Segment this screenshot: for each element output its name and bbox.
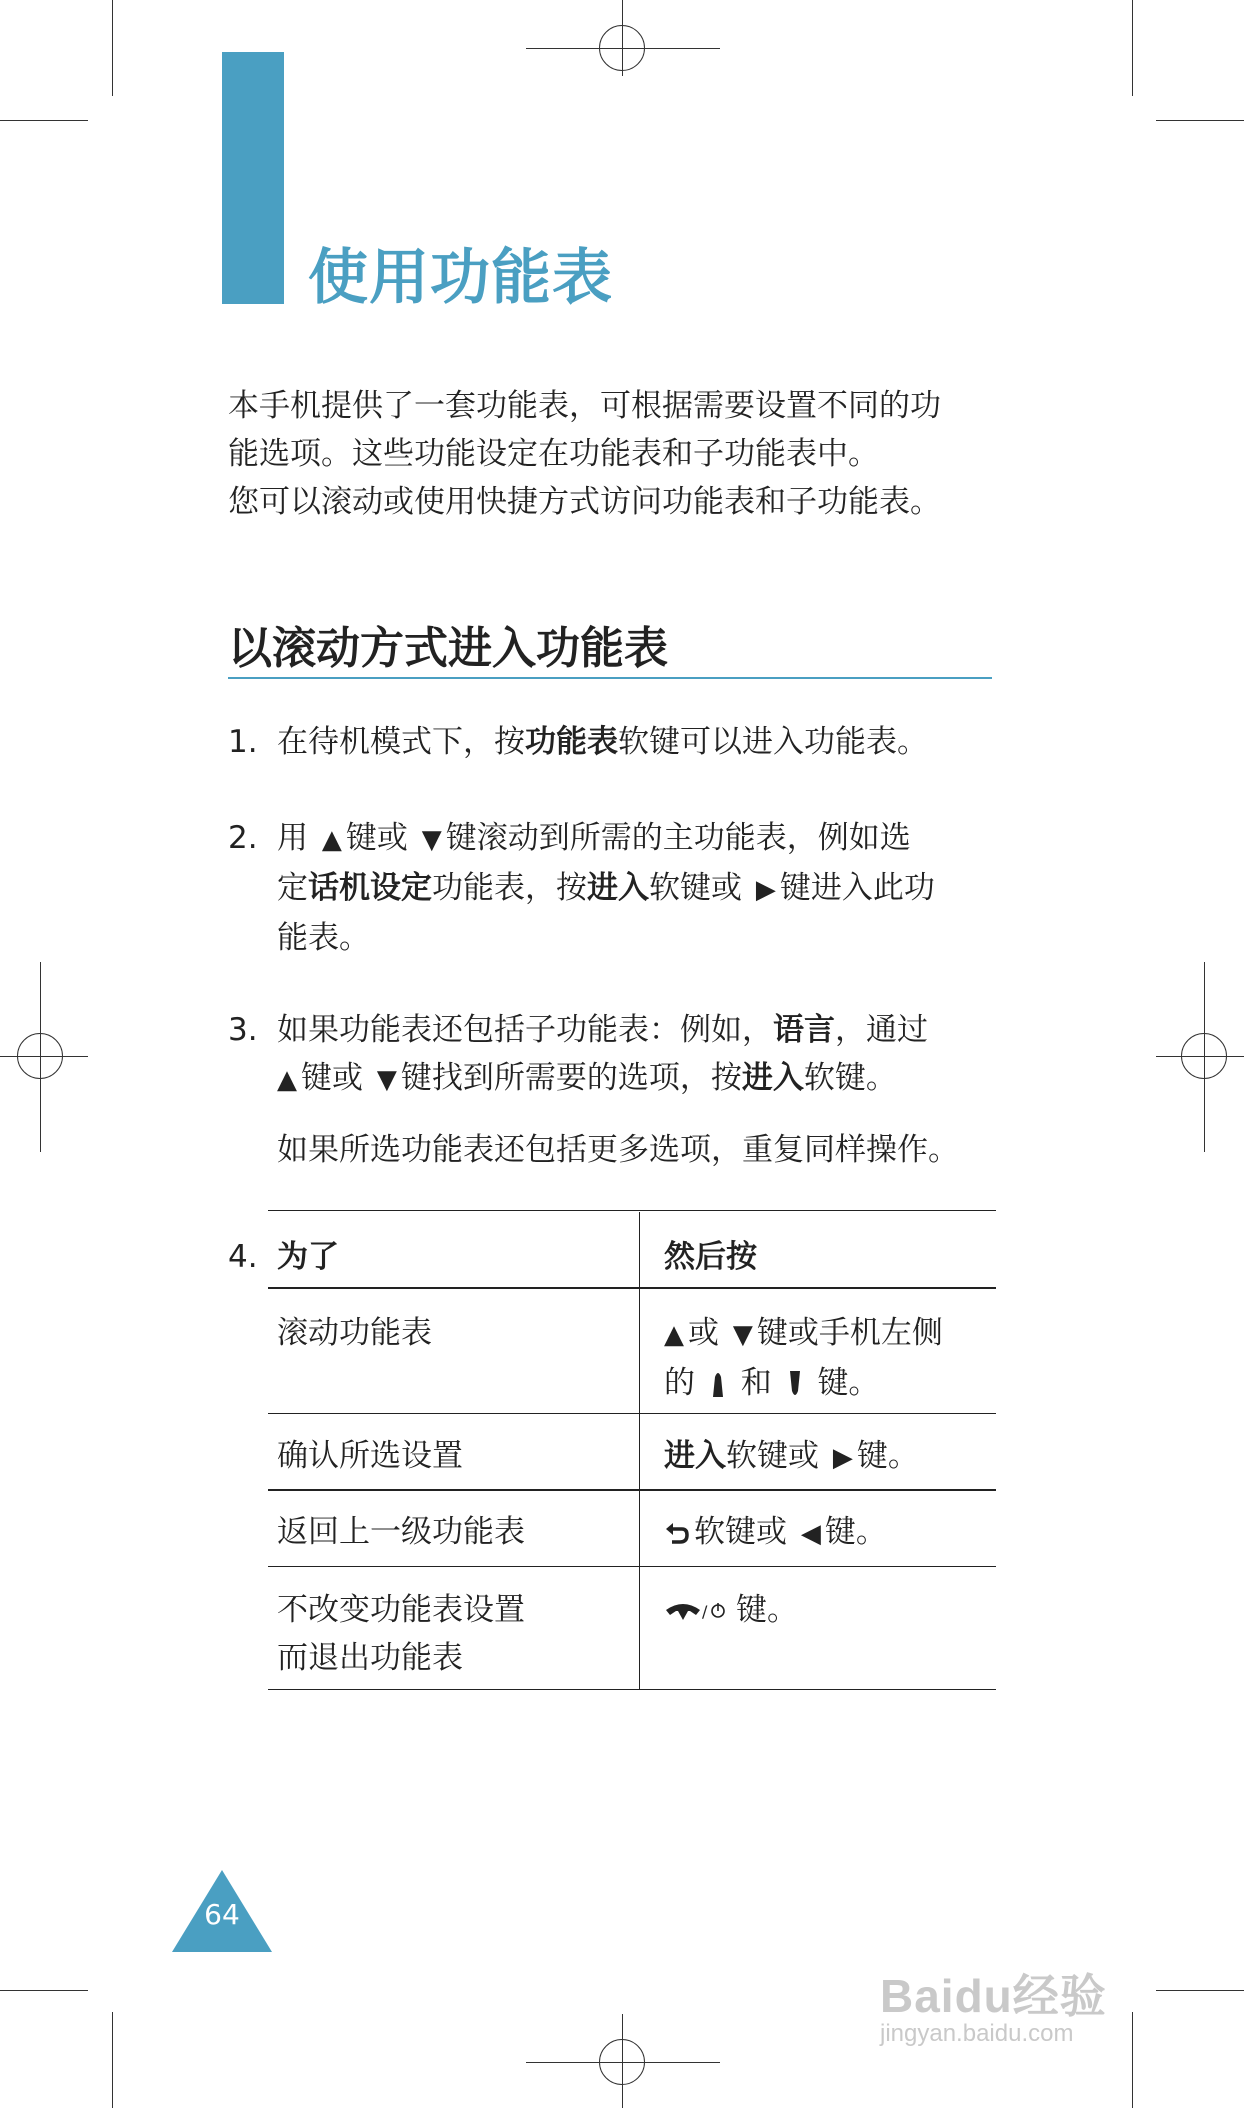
step-text: ，通过 — [835, 1012, 928, 1048]
watermark-url: jingyan.baidu.com — [880, 2020, 1074, 2047]
step-text: 能表。 — [277, 920, 370, 956]
intro-line: 本手机提供了一套功能表，可根据需要设置不同的功 — [228, 388, 941, 424]
table-cell — [664, 1508, 887, 1558]
table-rule — [268, 1413, 996, 1414]
cell-text: 键。 — [824, 1514, 887, 1550]
step-text: 键找到所需要的选项，按 — [400, 1060, 742, 1096]
table-rule — [268, 1689, 996, 1690]
cell-text: 键。 — [856, 1438, 919, 1474]
watermark-logo: Baidu经验 — [880, 1970, 1107, 2022]
step-text: 定 — [277, 870, 308, 906]
step-number: 3. — [228, 1012, 258, 1048]
right-arrow-icon: ▶ — [755, 875, 776, 905]
left-arrow-icon: ◀ — [800, 1519, 821, 1549]
table-cell: 返回上一级功能表 — [277, 1514, 525, 1550]
step-text: 用 — [277, 820, 308, 856]
table-cell — [277, 1586, 525, 1682]
step-text: 键或 — [345, 820, 408, 856]
end-power-key-icon — [664, 1596, 728, 1624]
cell-text: 键。 — [736, 1592, 798, 1628]
down-arrow-icon: ▼ — [421, 825, 442, 855]
step-text: 键进入此功 — [779, 870, 935, 906]
cell-text: 键或手机左侧 — [756, 1315, 943, 1351]
intro-line: 您可以滚动或使用快捷方式访问功能表和子功能表。 — [228, 484, 941, 520]
table-header-left: 为了 — [277, 1239, 339, 1275]
table-header-right: 然后按 — [664, 1239, 757, 1275]
table-rule — [268, 1489, 996, 1491]
up-arrow-icon: ▲ — [277, 1065, 297, 1095]
table-rule — [268, 1287, 996, 1289]
table-rule — [268, 1566, 996, 1567]
down-arrow-icon: ▼ — [376, 1065, 397, 1095]
table-rule — [268, 1210, 996, 1211]
step-number: 2. — [228, 820, 258, 856]
up-arrow-icon: ▲ — [664, 1320, 684, 1350]
cell-text: 不改变功能表设置 — [277, 1592, 525, 1628]
step-number: 4. — [228, 1239, 258, 1275]
table-cell: 确认所选设置 — [277, 1438, 463, 1474]
softkey-name: 进入 — [664, 1438, 726, 1474]
step-text: 功能表，按 — [432, 870, 587, 906]
back-arrow-icon — [664, 1520, 690, 1546]
volume-down-key-icon — [788, 1369, 802, 1399]
step-number: 1. — [228, 724, 258, 760]
section-divider — [228, 677, 992, 679]
step-text: 软键或 — [649, 870, 742, 906]
step-text: 如果功能表还包括子功能表：例如， — [277, 1012, 773, 1048]
softkey-name: 进入 — [587, 870, 649, 906]
cell-text: 软键或 — [694, 1514, 787, 1550]
step-text: 键滚动到所需的主功能表，例如选 — [445, 820, 911, 856]
cell-text: 的 — [664, 1365, 695, 1401]
table-column-divider — [639, 1212, 640, 1690]
volume-up-key-icon — [711, 1369, 725, 1399]
step-text: 软键可以进入功能表。 — [618, 724, 928, 760]
cell-text: 软键或 — [726, 1438, 819, 1474]
table-cell: 滚动功能表 — [277, 1315, 432, 1351]
step-text: 键或 — [301, 1060, 363, 1096]
cell-text: 和 — [740, 1365, 772, 1401]
cell-text: 键。 — [817, 1365, 880, 1401]
up-arrow-icon: ▲ — [321, 825, 342, 855]
page-title: 使用功能表 — [308, 243, 613, 313]
intro-line: 能选项。这些功能设定在功能表和子功能表中。 — [228, 436, 879, 472]
menu-name: 话机设定 — [308, 870, 432, 906]
menu-name: 语言 — [773, 1012, 835, 1048]
cell-text: 而退出功能表 — [277, 1640, 463, 1676]
softkey-name: 进入 — [741, 1060, 804, 1096]
baidu-watermark — [880, 1960, 1107, 2048]
table-cell — [664, 1586, 798, 1634]
step-text: 在待机模式下，按 — [277, 724, 525, 760]
cell-text: 或 — [688, 1315, 719, 1351]
table-cell — [664, 1309, 994, 1407]
step-note: 如果所选功能表还包括更多选项，重复同样操作。 — [277, 1132, 959, 1168]
section-title: 以滚动方式进入功能表 — [228, 623, 668, 674]
menu-key-name: 功能表 — [525, 724, 618, 760]
table-cell — [664, 1432, 919, 1482]
step-text: 软键。 — [803, 1060, 897, 1096]
page-number: 64 — [204, 1898, 240, 1931]
right-arrow-icon: ▶ — [832, 1443, 853, 1473]
svg-text:/: / — [702, 1602, 708, 1621]
down-arrow-icon: ▼ — [732, 1320, 753, 1350]
intro-paragraph — [228, 382, 988, 526]
title-accent-bar — [222, 52, 284, 304]
